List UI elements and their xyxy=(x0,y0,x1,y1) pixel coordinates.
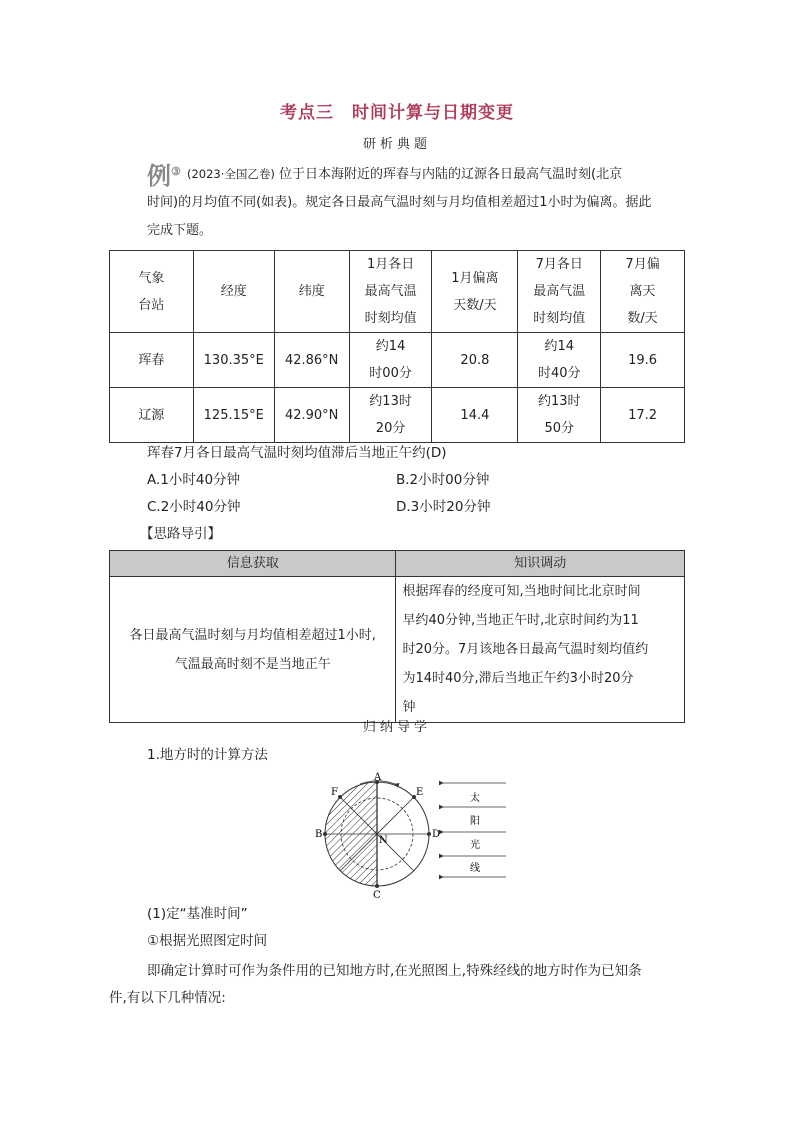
question-text: 珲春7月各日最高气温时刻均值滞后当地正午约(D) xyxy=(147,445,447,461)
section-heading-summary: 归纳导学 xyxy=(362,720,431,735)
cell-jan-mean: 约13时 20分 xyxy=(349,388,432,443)
guide-header-knowledge: 知识调动 xyxy=(396,551,685,577)
table-row xyxy=(110,577,685,723)
sun-label-3: 光 xyxy=(470,840,480,851)
header-cell-jan-mean: 1月各日 最高气温 时刻均值 xyxy=(349,251,432,333)
sub-heading-2: ①根据光照图定时间 xyxy=(147,933,268,949)
option-d: D.3小时20分钟 xyxy=(396,499,491,515)
guide-table xyxy=(109,550,685,723)
page-title: 考点三 时间计算与日期变更 xyxy=(280,103,514,123)
table-row xyxy=(110,333,685,388)
guide-label: 【思路导引】 xyxy=(140,526,221,542)
example-text-line3: 完成下题。 xyxy=(147,223,213,238)
cell-longitude: 130.35°E xyxy=(193,333,274,388)
illumination-diagram xyxy=(310,770,515,900)
example-text-line2: 时间)的月均值不同(如表)。规定各日最高气温时刻与月均值相差超过1小时为偏离。据此 xyxy=(147,195,652,210)
cell-jan-mean: 约14 时00分 xyxy=(349,333,432,388)
cell-station: 辽源 xyxy=(110,388,194,443)
table-header-row xyxy=(110,251,685,333)
label-b: B xyxy=(315,829,323,840)
guide-header-row xyxy=(110,551,685,577)
paragraph-line1: 即确定计算时可作为条件用的已知地方时,在光照图上,特殊经线的地方时作为已知条 xyxy=(147,963,642,979)
label-c: C xyxy=(373,890,381,900)
label-f: F xyxy=(331,787,338,798)
cell-jan-days: 20.8 xyxy=(432,333,518,388)
table-row xyxy=(110,388,685,443)
cell-latitude: 42.86°N xyxy=(274,333,349,388)
item-heading-1: 1.地方时的计算方法 xyxy=(147,747,268,763)
label-e: E xyxy=(416,787,424,798)
label-d: D xyxy=(432,829,441,840)
sun-label-4: 线 xyxy=(470,863,480,874)
section-heading-study: 研析典题 xyxy=(362,137,431,152)
label-a: A xyxy=(374,772,382,783)
guide-knowledge-cell: 根据珲春的经度可知,当地时间比北京时间 早约40分钟,当地正午时,北京时间约为11 时20分。7月该地各日最高气温时刻均值约 为14时40分,滞后当地正午约3小时20分 钟 xyxy=(396,577,685,723)
cell-station: 珲春 xyxy=(110,333,194,388)
example-text-line1: (2023·全国乙卷) 位于日本海附近的珲春与内陆的辽源各日最高气温时刻(北京 xyxy=(187,167,623,182)
option-b: B.2小时00分钟 xyxy=(396,472,490,488)
guide-info-cell: 各日最高气温时刻与月均值相差超过1小时, 气温最高时刻不是当地正午 xyxy=(110,577,396,723)
point-f xyxy=(338,795,342,799)
cell-jul-mean: 约14 时40分 xyxy=(518,333,601,388)
point-b xyxy=(323,832,327,836)
sub-heading-1: (1)定“基准时间” xyxy=(147,906,248,922)
cell-jan-days: 14.4 xyxy=(432,388,518,443)
paragraph-line2: 件,有以下几种情况: xyxy=(109,990,226,1006)
option-a: A.1小时40分钟 xyxy=(147,472,241,488)
cell-longitude: 125.15°E xyxy=(193,388,274,443)
header-cell-latitude: 纬度 xyxy=(274,251,349,333)
point-c xyxy=(375,884,379,888)
header-cell-jul-mean: 7月各日 最高气温 时刻均值 xyxy=(518,251,601,333)
point-d xyxy=(427,832,431,836)
header-cell-jan-days: 1月偏离 天数/天 xyxy=(432,251,518,333)
cell-jul-mean: 约13时 50分 xyxy=(518,388,601,443)
label-n: N xyxy=(379,835,388,846)
cell-jul-days: 17.2 xyxy=(601,388,685,443)
header-cell-jul-days: 7月偏 离天 数/天 xyxy=(601,251,685,333)
example-icon: 例③ xyxy=(147,161,181,190)
option-c: C.2小时40分钟 xyxy=(147,499,241,515)
cell-jul-days: 19.6 xyxy=(601,333,685,388)
header-cell-station: 气象 台站 xyxy=(110,251,194,333)
data-table xyxy=(109,250,685,443)
cell-latitude: 42.90°N xyxy=(274,388,349,443)
guide-header-info: 信息获取 xyxy=(110,551,396,577)
header-cell-longitude: 经度 xyxy=(193,251,274,333)
sun-label-1: 太 xyxy=(470,793,480,804)
sun-label-2: 阳 xyxy=(470,816,480,827)
